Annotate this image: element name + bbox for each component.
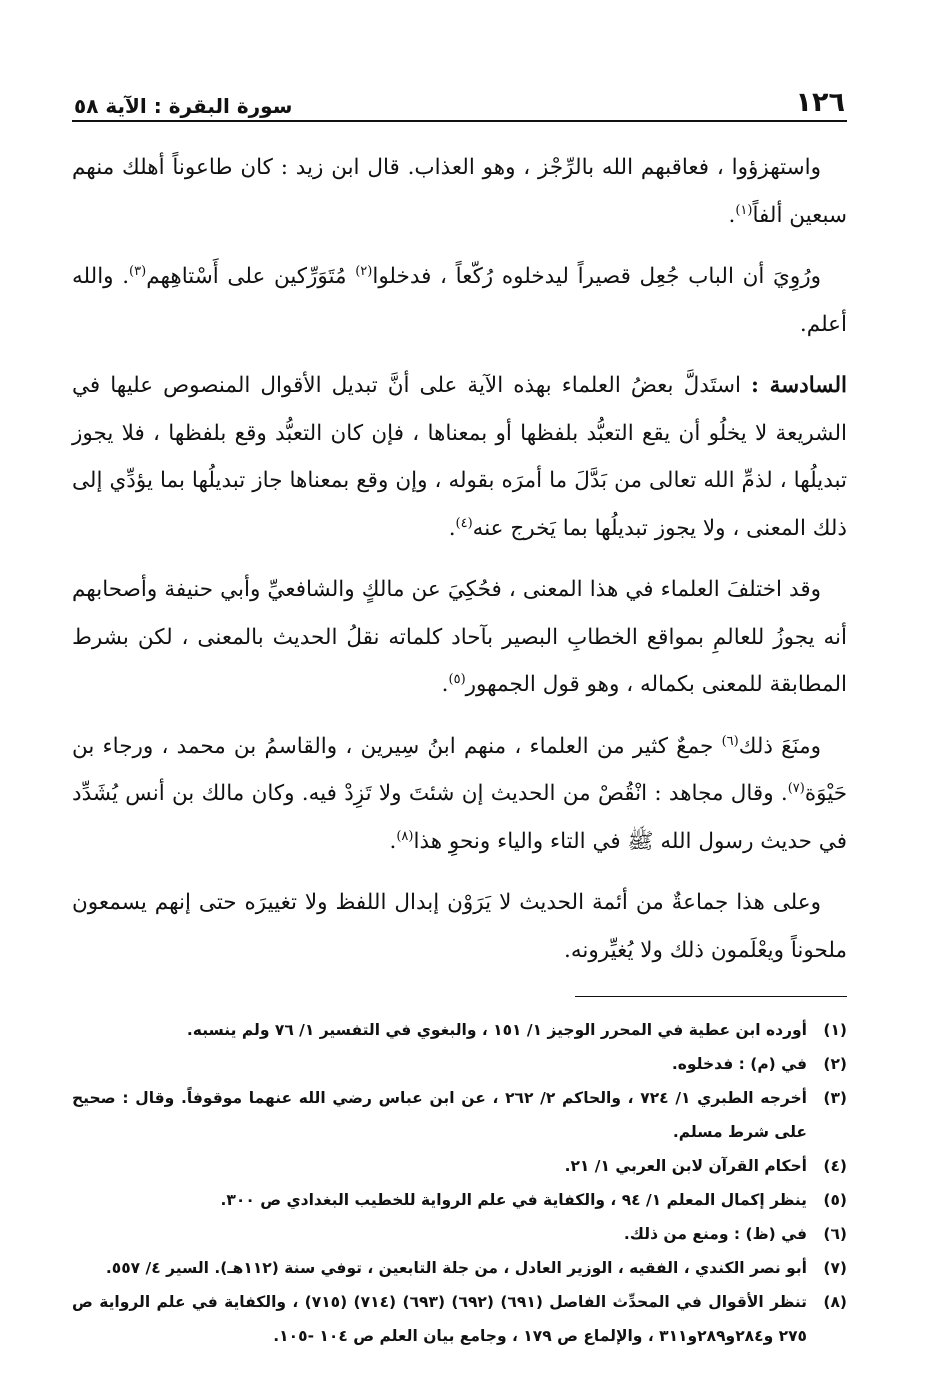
footnote-number: (٣) <box>823 1089 847 1107</box>
footnote-ref[interactable]: (٨) <box>396 828 414 844</box>
paragraph <box>72 723 847 866</box>
text-run: وعلى هذا جماعةٌ من أئمة الحديث لا يَرَوْن إبدال اللفظ ولا تغييرَه حتى إنهم يسمعون ملحوناً ويعْلَمون ذلك ولا يُغيِّرونه. <box>72 890 847 963</box>
footnote-ref[interactable]: (٦) <box>721 733 739 749</box>
footnote-separator <box>575 996 847 997</box>
footnote-text: تنظر الأقوال في المحدِّث الفاصل (٦٩١) (٦٩٢) (٦٩٣) (٧١٤) (٧١٥) ، والكفاية في علم الرواية ص ٢٧٥ و٢٨٤و٢٨٩و٣١١ ، والإلماع ص ١٧٩ ، وجامع بيان العلم ص ١٠٤ -١٠٥. <box>72 1293 807 1345</box>
footnote <box>72 1081 847 1149</box>
footnote-ref[interactable]: (١) <box>735 202 753 218</box>
footnote <box>72 1285 847 1353</box>
footnote-number: (٤) <box>823 1157 847 1175</box>
footnote-ref[interactable]: (٧) <box>787 780 805 796</box>
footnote-number: (٧) <box>823 1259 847 1277</box>
footnote-text: أورده ابن عطية في المحرر الوجيز ١/ ١٥١ ، والبغوي في التفسير ١/ ٧٦ ولم ينسبه. <box>186 1021 807 1039</box>
footnote <box>72 1149 847 1183</box>
paragraph <box>72 566 847 709</box>
text-run: واستهزؤوا ، فعاقبهم الله بالرِّجْز ، وهو العذاب. قال ابن زيد : كان طاعوناً أهلك منهم سبعين ألفاً <box>72 155 847 228</box>
footnote-text: أحكام القرآن لابن العربي ١/ ٢١. <box>564 1157 807 1175</box>
footnotes <box>72 1013 847 1353</box>
footnote-text: أبو نصر الكندي ، الفقيه ، الوزير العادل ، من جلة التابعين ، توفي سنة (١١٢هـ). السير ٤/ ٥٥٧. <box>105 1259 807 1277</box>
footnote <box>72 1013 847 1047</box>
text-run: . <box>441 672 449 697</box>
footnote-text: ينظر إكمال المعلم ١/ ٩٤ ، والكفاية في علم الرواية للخطيب البغدادي ص ٣٠٠. <box>220 1191 807 1209</box>
text-run: . <box>448 515 456 541</box>
paragraph <box>72 253 847 348</box>
text-run: استَدلَّ بعضُ العلماء بهذه الآية على أنَّ تبديل الأقوال المنصوص عليها في الشريعة لا يخلُو أن يقع التعبُّد بلفظها أو بمعناها ، فإن كان التعبُّد وقع بلفظها ، فلا يجوز تبديلُها ، لذمِّ الله تعالى من بَدَّلَ ما أمرَه بقوله ، وإن وقع بمعناها جاز تبديلُها بما يؤدِّي إلى ذلك المعنى ، ولا يجوز تبديلُها بما يَخرج عنه <box>72 373 847 541</box>
text-run: ورُوِيَ أن الباب جُعِل قصيراً ليدخلوه رُكّعاً ، فدخلوا <box>372 264 821 289</box>
text-run: . <box>389 828 397 854</box>
text-run: . وقال مجاهد : انْقُصْ من الحديث إن شئتَ ولا تَزِدْ فيه. وكان مالك بن أنس يُشَدِّد في حديث رسول الله ﷺ في التاء والياء ونحوِ هذا <box>72 781 847 854</box>
footnote-number: (٢) <box>823 1055 847 1073</box>
text-run: . <box>728 202 736 228</box>
footnote-ref[interactable]: (٣) <box>129 263 147 279</box>
footnote-ref[interactable]: (٢) <box>355 263 373 279</box>
footnote-ref[interactable]: (٤) <box>455 515 473 531</box>
footnote-text: أخرجه الطبري ١/ ٧٢٤ ، والحاكم ٢/ ٢٦٢ ، عن ابن عباس رضي الله عنهما موقوفاً. وقال : صحيح على شرط مسلم. <box>72 1089 807 1141</box>
text-run: . والله أعلم. <box>72 264 847 337</box>
footnote-number: (٦) <box>823 1225 847 1243</box>
text-run: وقد اختلفَ العلماء في هذا المعنى ، فحُكِيَ عن مالكٍ والشافعيِّ وأبي حنيفة وأصحابهم أنه يجوزُ للعالمِ بمواقع الخطابِ البصير بآحاد كلماته نقلُ الحديث بالمعنى ، لكن بشرط المطابقة للمعنى بكماله ، وهو قول الجمهور <box>72 577 847 697</box>
text-run: ومنَعَ ذلك <box>738 733 821 759</box>
running-title: سورة البقرة : الآية ٥٨ <box>74 94 293 118</box>
main-text <box>72 144 847 974</box>
page-header <box>72 78 847 122</box>
book-page <box>72 78 847 1353</box>
footnote <box>72 1217 847 1251</box>
footnote <box>72 1047 847 1081</box>
footnote-number: (٨) <box>823 1293 847 1311</box>
paragraph <box>72 144 847 239</box>
paragraph <box>72 879 847 974</box>
footnote <box>72 1183 847 1217</box>
footnote-number: (١) <box>823 1021 847 1039</box>
text-run: مُتَوَرِّكين على أَسْتاهِهم <box>146 264 356 289</box>
section-lead: السادسة : <box>751 373 847 398</box>
page-number: ١٢٦ <box>795 87 845 118</box>
footnote <box>72 1251 847 1285</box>
paragraph <box>72 362 847 552</box>
text-run: جمعٌ كثير من العلماء ، منهم ابنُ سِيرين ، والقاسمُ بن محمد ، ورجاء بن حَيْوَة <box>72 733 847 806</box>
footnote-ref[interactable]: (٥) <box>448 671 466 687</box>
footnote-number: (٥) <box>823 1191 847 1209</box>
footnote-text: في (م) : فدخلوه. <box>671 1055 807 1073</box>
footnote-text: في (ظ) : ومنع من ذلك. <box>623 1225 807 1243</box>
